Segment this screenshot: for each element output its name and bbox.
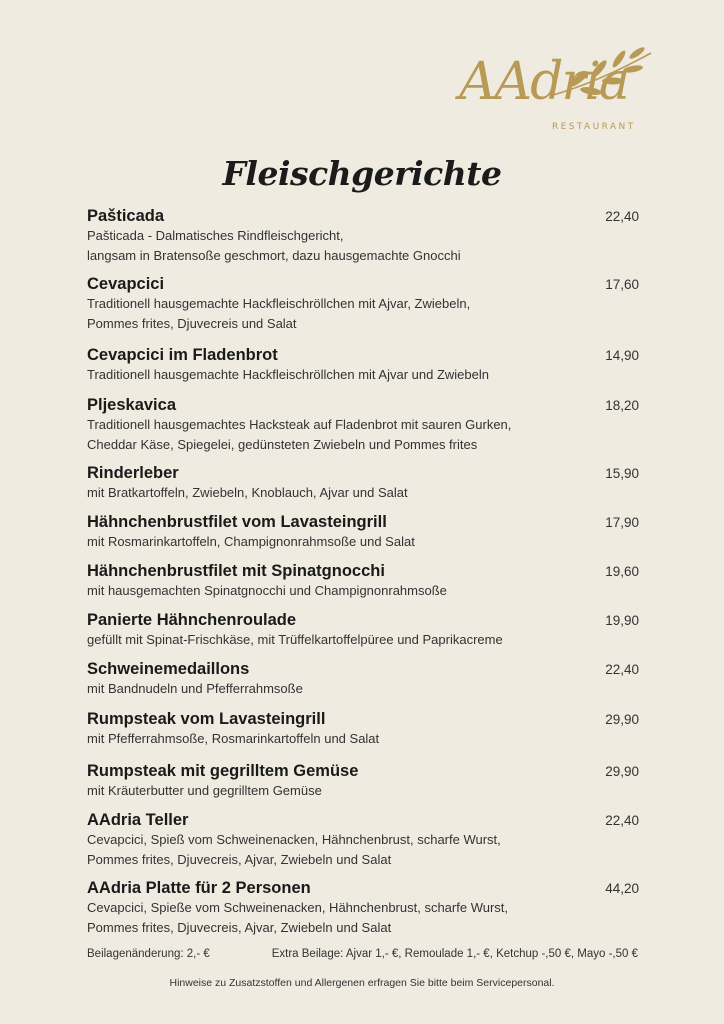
item-price: 19,90 bbox=[605, 613, 639, 628]
item-name: AAdria Platte für 2 Personen bbox=[87, 879, 311, 897]
item-name: Hähnchenbrustfilet vom Lavasteingrill bbox=[87, 513, 387, 531]
item-name: Rinderleber bbox=[87, 464, 179, 482]
restaurant-logo bbox=[455, 40, 665, 140]
item-description: Traditionell hausgemachtes Hacksteak auf Fladenbrot mit sauren Gurken, Cheddar Käse, Spiegelei, gedünsteten Zwiebeln und Pommes frites bbox=[87, 417, 512, 452]
item-name: Cevapcici bbox=[87, 275, 165, 293]
item-price: 15,90 bbox=[605, 466, 639, 481]
side-dish-change-note: Beilagenänderung: 2,- € bbox=[87, 948, 210, 960]
item-name: Panierte Hähnchenroulade bbox=[87, 611, 297, 629]
item-description: Cevapcici, Spieß vom Schweinenacken, Hähnchenbrust, scharfe Wurst, Pommes frites, Djuvecreis, Ajvar, Zwiebeln und Salat bbox=[87, 832, 501, 867]
item-price: 19,60 bbox=[605, 564, 639, 579]
item-name: Rumpsteak vom Lavasteingrill bbox=[87, 710, 326, 728]
item-price: 22,40 bbox=[605, 813, 639, 828]
item-description: gefüllt mit Spinat-Frischkäse, mit Trüffelkartoffelpüree und Paprikacreme bbox=[87, 632, 503, 647]
item-description: mit hausgemachten Spinatgnocchi und Champignonrahmsoße bbox=[87, 583, 447, 598]
menu-item bbox=[87, 878, 639, 937]
logo-wordmark: AAdria bbox=[459, 52, 628, 112]
item-price: 44,20 bbox=[605, 881, 639, 896]
item-description: Cevapcici, Spieße vom Schweinenacken, Hähnchenbrust, scharfe Wurst, Pommes frites, Djuvecreis, Ajvar, Zwiebeln und Salat bbox=[87, 900, 509, 935]
item-name: Rumpsteak mit gegrilltem Gemüse bbox=[87, 762, 359, 780]
item-description: Traditionell hausgemachte Hackfleischröllchen mit Ajvar und Zwiebeln bbox=[87, 367, 489, 382]
menu-item bbox=[87, 274, 639, 333]
item-price: 17,60 bbox=[605, 277, 639, 292]
menu-item bbox=[87, 561, 639, 601]
menu-item bbox=[87, 206, 639, 265]
menu-item bbox=[87, 659, 639, 699]
item-description: mit Pfefferrahmsoße, Rosmarinkartoffeln und Salat bbox=[87, 731, 380, 746]
item-price: 22,40 bbox=[605, 662, 639, 677]
page-title: Fleischgerichte bbox=[222, 154, 502, 193]
item-description: mit Rosmarinkartoffeln, Champignonrahmsoße und Salat bbox=[87, 534, 415, 549]
item-name: Pašticada bbox=[87, 207, 165, 225]
logo-subtitle: RESTAURANT bbox=[552, 122, 636, 132]
menu-item bbox=[87, 512, 639, 552]
item-description: mit Bandnudeln und Pfefferrahmsoße bbox=[87, 681, 303, 696]
item-name: Cevapcici im Fladenbrot bbox=[87, 346, 278, 364]
allergen-note: Hinweise zu Zusatzstoffen und Allergenen erfragen Sie bitte beim Servicepersonal. bbox=[169, 977, 555, 989]
item-name: Pljeskavica bbox=[87, 396, 176, 414]
item-price: 29,90 bbox=[605, 712, 639, 727]
menu-item bbox=[87, 709, 639, 749]
item-price: 22,40 bbox=[605, 209, 639, 224]
menu-item bbox=[87, 761, 639, 801]
item-description: mit Bratkartoffeln, Zwiebeln, Knoblauch, Ajvar und Salat bbox=[87, 485, 408, 500]
menu-item bbox=[87, 345, 639, 385]
item-description: Pašticada - Dalmatisches Rindfleischgericht, langsam in Bratensoße geschmort, dazu hausgemachte Gnocchi bbox=[87, 228, 461, 263]
extra-side-dish-prices: Extra Beilage: Ajvar 1,- €, Remoulade 1,- €, Ketchup -,50 €, Mayo -,50 € bbox=[271, 948, 638, 960]
menu-item bbox=[87, 395, 639, 454]
item-price: 29,90 bbox=[605, 764, 639, 779]
item-name: AAdria Teller bbox=[87, 811, 189, 829]
item-description: mit Kräuterbutter und gegrilltem Gemüse bbox=[87, 783, 322, 798]
menu-item bbox=[87, 463, 639, 503]
item-name: Hähnchenbrustfilet mit Spinatgnocchi bbox=[87, 562, 385, 580]
item-price: 14,90 bbox=[605, 348, 639, 363]
item-price: 18,20 bbox=[605, 398, 639, 413]
menu-item bbox=[87, 810, 639, 869]
menu-item bbox=[87, 610, 639, 650]
item-name: Schweinemedaillons bbox=[87, 660, 250, 678]
item-price: 17,90 bbox=[605, 515, 639, 530]
item-description: Traditionell hausgemachte Hackfleischröllchen mit Ajvar, Zwiebeln, Pommes frites, Djuvecreis und Salat bbox=[87, 296, 471, 331]
